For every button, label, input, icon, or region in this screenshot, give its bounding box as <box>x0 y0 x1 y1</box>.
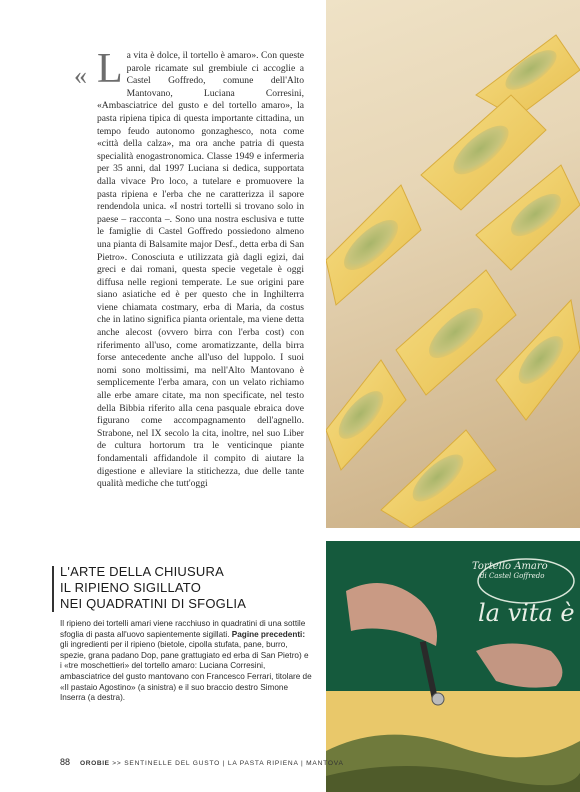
caption-rule <box>52 566 54 612</box>
caption-body: Il ripieno dei tortelli amari viene racchiuso in quadratini di una sottile sfoglia di pasta all'uovo sapientemente sigillati. Pagine precedenti: gli ingredienti per il ripieno (bietole, cipolla stufata, pane, burro, spezie, grana padano Dop, pane grattugiato ed erba di San Pietro) e i «tre moschettieri» del tortello amaro: Luciana Corresini, ambasciatrice del gusto mantovano con Francesco Ferrari, titolare de «Il pastaio Agostino» (a sinistra) e il suo braccio destro Simone Inserra (a destra). <box>60 619 312 703</box>
tortello-1 <box>476 35 580 118</box>
tortelli-photo <box>326 0 580 528</box>
tortello-8 <box>381 430 496 528</box>
tortello-4 <box>326 185 421 305</box>
tortelli-illustration <box>326 0 580 528</box>
article-lead <box>74 46 305 491</box>
caption-label: Pagine precedenti: <box>231 629 306 639</box>
apron-embroidery-motto: la vita è <box>478 599 575 627</box>
section-breadcrumb: >> SENTINELLE DEL GUSTO | LA PASTA RIPIENA | MANTOVA <box>112 760 344 767</box>
article-text: a vita è dolce, il tortello è amaro». Con queste parole ricamate sul grembiule ci accoglie a Castel Goffredo, comune dell'Alto Mantovano, Luciana Corresini, «Ambasciatrice del gusto e del tortello amaro», la pasta ripiena tipica di questa importante cittadina, un tempo feudo autonomo gonzaghesco, nota come «città della calza», ma ora anche patria di questa specialità enogastronomica. Classe 1949 e infermeria per 35 anni, dal 1997 Luciana si dedica, supportata dalla vivace Pro loco, a tutelare e promuovere la pasta ripiena e l'erba che ne caratterizza il sapore rendendola unica. «I nostri tortelli si trovano solo in paese – racconta –. Sono una nostra esclusiva e tutte le famiglie di Castel Goffredo possiedono almeno una pianta di Balsamite major Desf., detta erba di San Pietro». Conosciuta e utilizzata già dagli egizi, dai greci e dai romani, questa specie vegetale è oggi diffusa nelle regioni temperate. Le sue origini pare siano asiatiche ed è per questo che in Inghilterra viene chiamata costmary, erba di Maria, da costus che in latino significa pianta orientale, ma viene detta anche alecost (ovvero birra con l'erba cost) con riferimento all'uso, come aromatizzante, della birra forse antecedente anche all'uso del luppolo. I suoi nomi sono moltissimi, ma nell'Alto Mantovano è semplicemente l'erba amara, con un velato richiamo alle erbe amare citate, ma non specificate, nel testo della Bibbia riferito alla cena pasquale ebraica dove figurano come accompagnamento dell'agnello. Strabone, nel IX secolo la cita, inoltre, nel suo Liber de cultura hortorum tra le venticinque piante fondamentali affidandole il compito di aiutare la digestione e alleviare la stitichezza, due delle tante qualità mediche che tutt'oggi <box>97 50 305 490</box>
page-number: 88 <box>60 757 71 767</box>
tortello-7 <box>326 360 406 470</box>
caption-title: L'ARTE DELLA CHIUSURA IL RIPIENO SIGILLATO NEI QUADRATINI DI SFOGLIA <box>60 564 247 611</box>
article-body <box>74 46 305 491</box>
opening-quote-mark: « <box>74 61 87 90</box>
apron-embroidery-top: Tortello Amaro di Castel Goffredo <box>472 561 548 580</box>
pasta-making-photo <box>326 541 580 792</box>
page-footer <box>60 757 344 767</box>
magazine-brand: OROBIE <box>80 760 110 767</box>
tortello-5 <box>396 270 516 395</box>
drop-cap: L <box>97 46 123 92</box>
